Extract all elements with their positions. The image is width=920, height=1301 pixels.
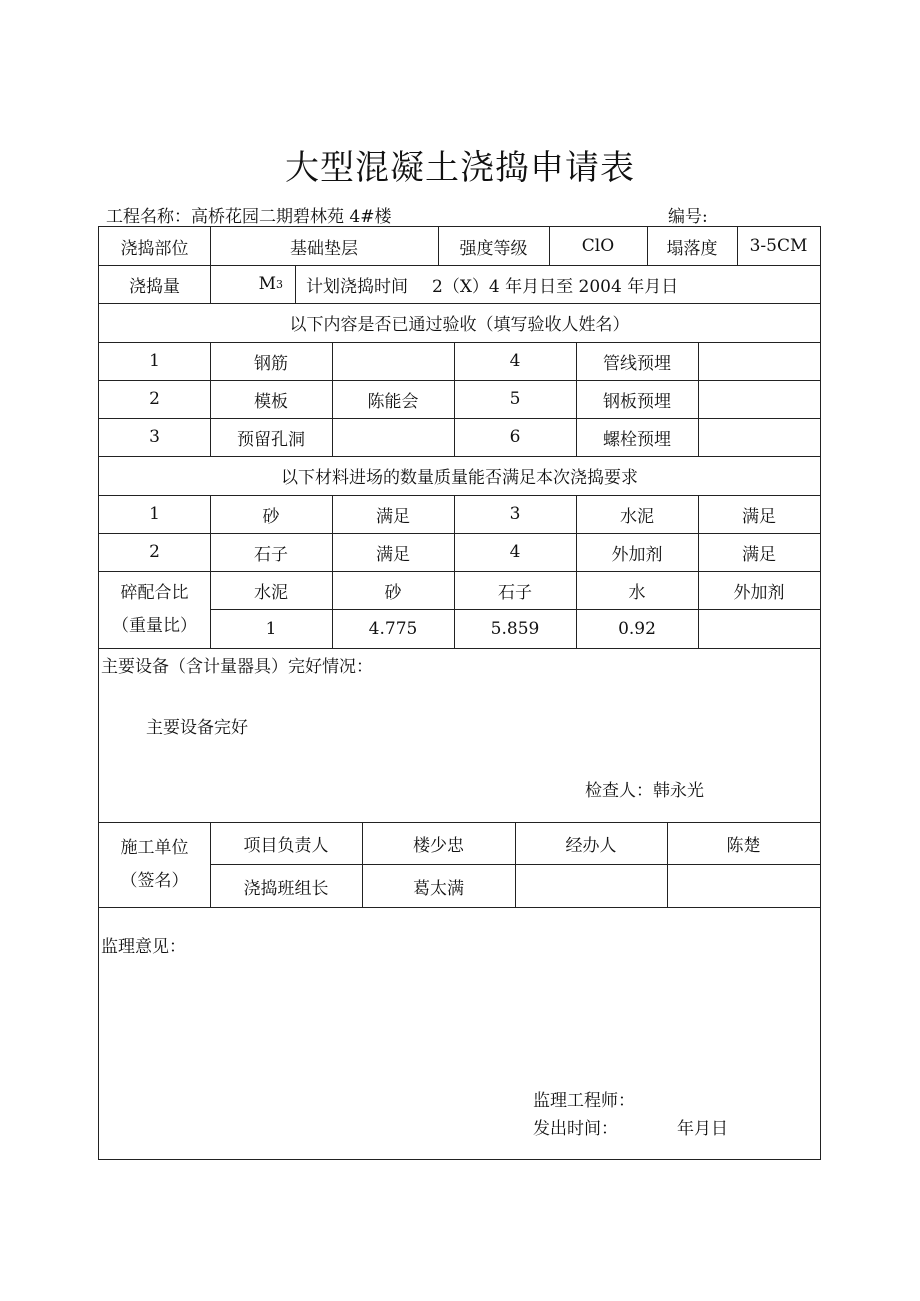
inspection-item: 钢筋 [210, 342, 333, 380]
mix-value: 1 [210, 610, 333, 648]
inspection-number: 1 [99, 342, 211, 380]
material-status: 满足 [742, 544, 776, 565]
supervision-section [99, 908, 820, 1159]
inspection-number: 3 [99, 418, 211, 456]
signature-role: 浇捣班组长 [210, 865, 363, 907]
mix-value: 4.775 [332, 610, 455, 648]
plan-time [296, 265, 820, 303]
construction-unit-label-line2: （签名） [120, 870, 189, 891]
inspection-number: 6 [454, 418, 577, 456]
pour-volume-label: 浇捣量 [99, 265, 211, 303]
material-number: 4 [454, 533, 577, 571]
mix-header: 石子 [454, 571, 577, 609]
signature-row [210, 822, 820, 865]
mix-header: 外加剂 [733, 582, 785, 603]
inspection-number: 2 [99, 380, 211, 418]
inspection-row [99, 342, 820, 381]
plan-time-value: 2（X）4 年月日至 2004 年月日 [432, 276, 679, 297]
inspector-name [332, 418, 455, 456]
application-form [98, 226, 821, 1160]
construction-unit-label [99, 822, 211, 907]
inspection-row [99, 418, 820, 457]
material-number: 3 [454, 495, 577, 533]
supervising-engineer: 监理工程师： [533, 1091, 635, 1111]
equipment-inspector: 检查人：韩永光 [585, 781, 704, 801]
mix-header-row [210, 571, 820, 610]
material-number: 2 [99, 533, 211, 571]
inspection-item: 螺栓预埋 [576, 418, 699, 456]
signature-name: 陈楚 [726, 835, 761, 856]
strength-grade-label: 强度等级 [438, 227, 550, 265]
issue-date: 年月日 [677, 1119, 728, 1139]
row-pour-part [99, 227, 820, 266]
inspection-number: 5 [454, 380, 577, 418]
mix-header: 砂 [332, 571, 455, 609]
volume-unit [210, 265, 296, 303]
unit-base: M [258, 274, 276, 294]
signature-name: 楼少忠 [362, 822, 516, 864]
inspector-name [332, 342, 455, 380]
project-name: 工程名称：高桥花园二期碧林苑 4#楼 [106, 207, 392, 227]
signature-role: 经办人 [515, 822, 668, 864]
inspection-header-row [99, 303, 820, 343]
plan-time-label: 计划浇捣时间 [306, 276, 408, 297]
pour-part-value: 基础垫层 [210, 227, 439, 265]
slump-label: 塌落度 [647, 227, 738, 265]
page-title: 大型混凝土浇捣申请表 [285, 148, 635, 188]
materials-header: 以下材料进场的数量质量能否满足本次浇捣要求 [281, 468, 638, 488]
inspector-name [698, 380, 820, 418]
mix-header: 水泥 [210, 571, 333, 609]
construction-unit-label-line1: 施工单位 [120, 838, 189, 859]
pour-part-label: 浇捣部位 [99, 227, 211, 265]
materials-row [99, 533, 820, 572]
mix-value-row [210, 610, 820, 648]
inspector-name [698, 342, 820, 380]
supervision-label: 监理意见： [101, 937, 186, 957]
inspection-item: 模板 [210, 380, 333, 418]
issue-time-label: 发出时间： [533, 1119, 618, 1139]
signature-role: 项目负责人 [210, 822, 363, 864]
material-status: 满足 [332, 495, 455, 533]
material-item: 水泥 [576, 495, 699, 533]
inspection-item: 管线预埋 [576, 342, 699, 380]
signature-role [515, 865, 668, 907]
materials-row [99, 495, 820, 534]
inspection-number: 4 [454, 342, 577, 380]
inspection-header: 以下内容是否已通过验收（填写验收人姓名） [289, 315, 630, 335]
form-number: 编号: [668, 207, 708, 227]
mix-ratio-label [99, 571, 211, 648]
signature-row [210, 865, 820, 907]
slump-value: 3-5CM [749, 236, 808, 256]
equipment-label: 主要设备（含计量器具）完好情况： [101, 657, 373, 677]
equipment-section [99, 648, 820, 823]
material-status: 满足 [332, 533, 455, 571]
material-item: 外加剂 [576, 533, 699, 571]
row-pour-volume [99, 265, 820, 304]
signature-name [667, 865, 820, 907]
mix-value: 5.859 [454, 610, 577, 648]
signature-name: 葛太满 [362, 865, 516, 907]
construction-unit-block [99, 822, 820, 908]
material-number: 1 [99, 495, 211, 533]
inspection-item: 钢板预埋 [576, 380, 699, 418]
mix-ratio-label-line1: 碎配合比 [120, 583, 189, 604]
inspection-row [99, 380, 820, 419]
mix-value: 0.92 [576, 610, 699, 648]
inspector-name: 陈能会 [332, 380, 455, 418]
mix-value [698, 610, 820, 648]
mix-ratio-block [99, 571, 820, 649]
material-item: 砂 [210, 495, 333, 533]
mix-header: 水 [576, 571, 699, 609]
unit-exponent: 3 [276, 277, 283, 291]
mix-ratio-label-line2: （重量比） [112, 615, 197, 636]
inspection-item: 预留孔洞 [210, 418, 333, 456]
inspector-name [698, 418, 820, 456]
strength-grade-value: ClO [549, 227, 648, 265]
material-item: 石子 [210, 533, 333, 571]
materials-header-row [99, 456, 820, 496]
equipment-status: 主要设备完好 [146, 718, 248, 738]
material-status: 满足 [742, 506, 776, 527]
